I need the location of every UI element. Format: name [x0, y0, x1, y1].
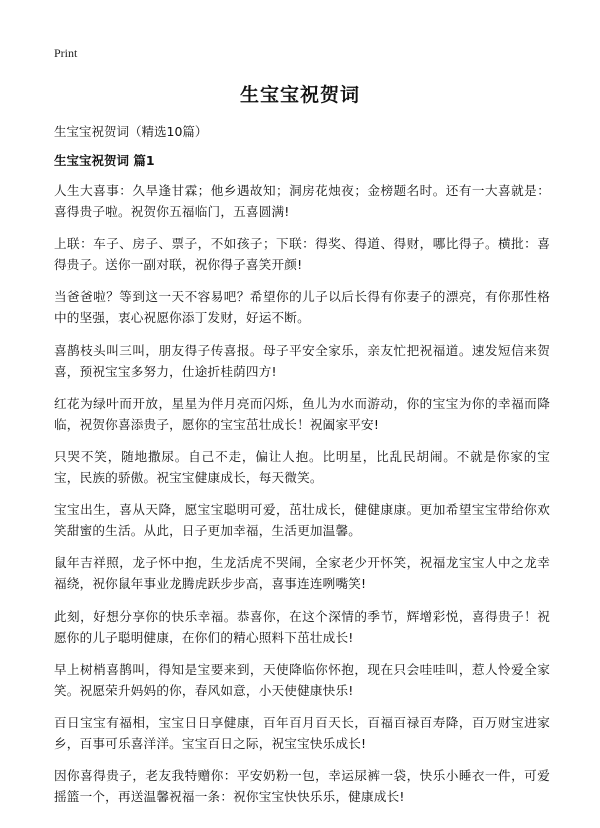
document-subtitle: 生宝宝祝贺词（精选10篇）	[54, 124, 208, 139]
paragraph: 红花为绿叶而开放，星星为伴月亮而闪烁，鱼儿为水而游动，你的宝宝为你的幸福而降临，祝贺你喜添贵子，愿你的宝宝茁壮成长！祝阖家平安!	[54, 395, 550, 432]
paragraph: 人生大喜事：久旱逢甘霖；他乡遇故知；洞房花烛夜；金榜题名时。还有一大喜就是：喜得贵子啦。祝贺你五福临门，五喜圆满!	[54, 183, 550, 219]
paragraph: 只哭不笑，随地撒尿。自己不走，偏让人抱。比明星，比乱民胡闹。不就是你家的宝宝，民族的骄傲。祝宝宝健康成长，每天微笑。	[54, 448, 550, 485]
paragraph-list	[54, 180, 550, 818]
paragraph: 此刻，好想分享你的快乐幸福。恭喜你，在这个深情的季节，辉增彩悦，喜得贵子！祝愿你的儿子聪明健康，在你们的精心照料下茁壮成长!	[54, 608, 550, 645]
paragraph: 喜鹊枝头叫三叫，朋友得子传喜报。母子平安全家乐，亲友忙把祝福道。速发短信来贺喜，预祝宝宝多努力，仕途折桂荫四方!	[54, 342, 550, 379]
section-heading: 生宝宝祝贺词 篇1	[54, 153, 155, 168]
paragraph: 百日宝宝有福相，宝宝日日享健康，百年百月百天长，百福百禄百寿降，百万财宝进家乡，百事可乐喜洋洋。宝宝百日之际，祝宝宝快乐成长!	[54, 714, 550, 751]
paragraph: 因你喜得贵子，老友我特赠你：平安奶粉一包，幸运尿裤一袋，快乐小睡衣一件，可爱摇篮一个，再送温馨祝福一条：祝你宝宝快快乐乐，健康成长!	[54, 768, 550, 805]
paragraph: 鼠年吉祥照，龙子怀中抱，生龙活虎不哭闹，全家老少开怀笑，祝福龙宝宝人中之龙幸福绕，祝你鼠年事业龙腾虎跃步步高，喜事连连咧嘴笑!	[54, 555, 550, 592]
paragraph: 当爸爸啦？等到这一天不容易吧？希望你的儿子以后长得有你妻子的漂亮，有你那性格中的坚强，衷心祝愿你添丁发财，好运不断。	[54, 289, 550, 326]
paragraph: 早上树梢喜鹊叫，得知是宝要来到，天使降临你怀抱，现在只会哇哇叫，惹人怜爱全家笑。祝愿荣升妈妈的你，春风如意，小天使健康快乐!	[54, 661, 550, 698]
print-link[interactable]: Print	[54, 46, 78, 60]
paragraph: 宝宝出生，喜从天降，愿宝宝聪明可爱，茁壮成长，健健康康。更加希望宝宝带给你欢笑甜蜜的生活。从此，日子更加幸福，生活更加温馨。	[54, 502, 550, 539]
paragraph: 上联：车子、房子、票子，不如孩子；下联：得奖、得道、得财，哪比得子。横批：喜得贵子。送你一副对联，祝你得子喜笑开颜!	[54, 236, 550, 273]
page-title: 生宝宝祝贺词	[239, 84, 360, 106]
